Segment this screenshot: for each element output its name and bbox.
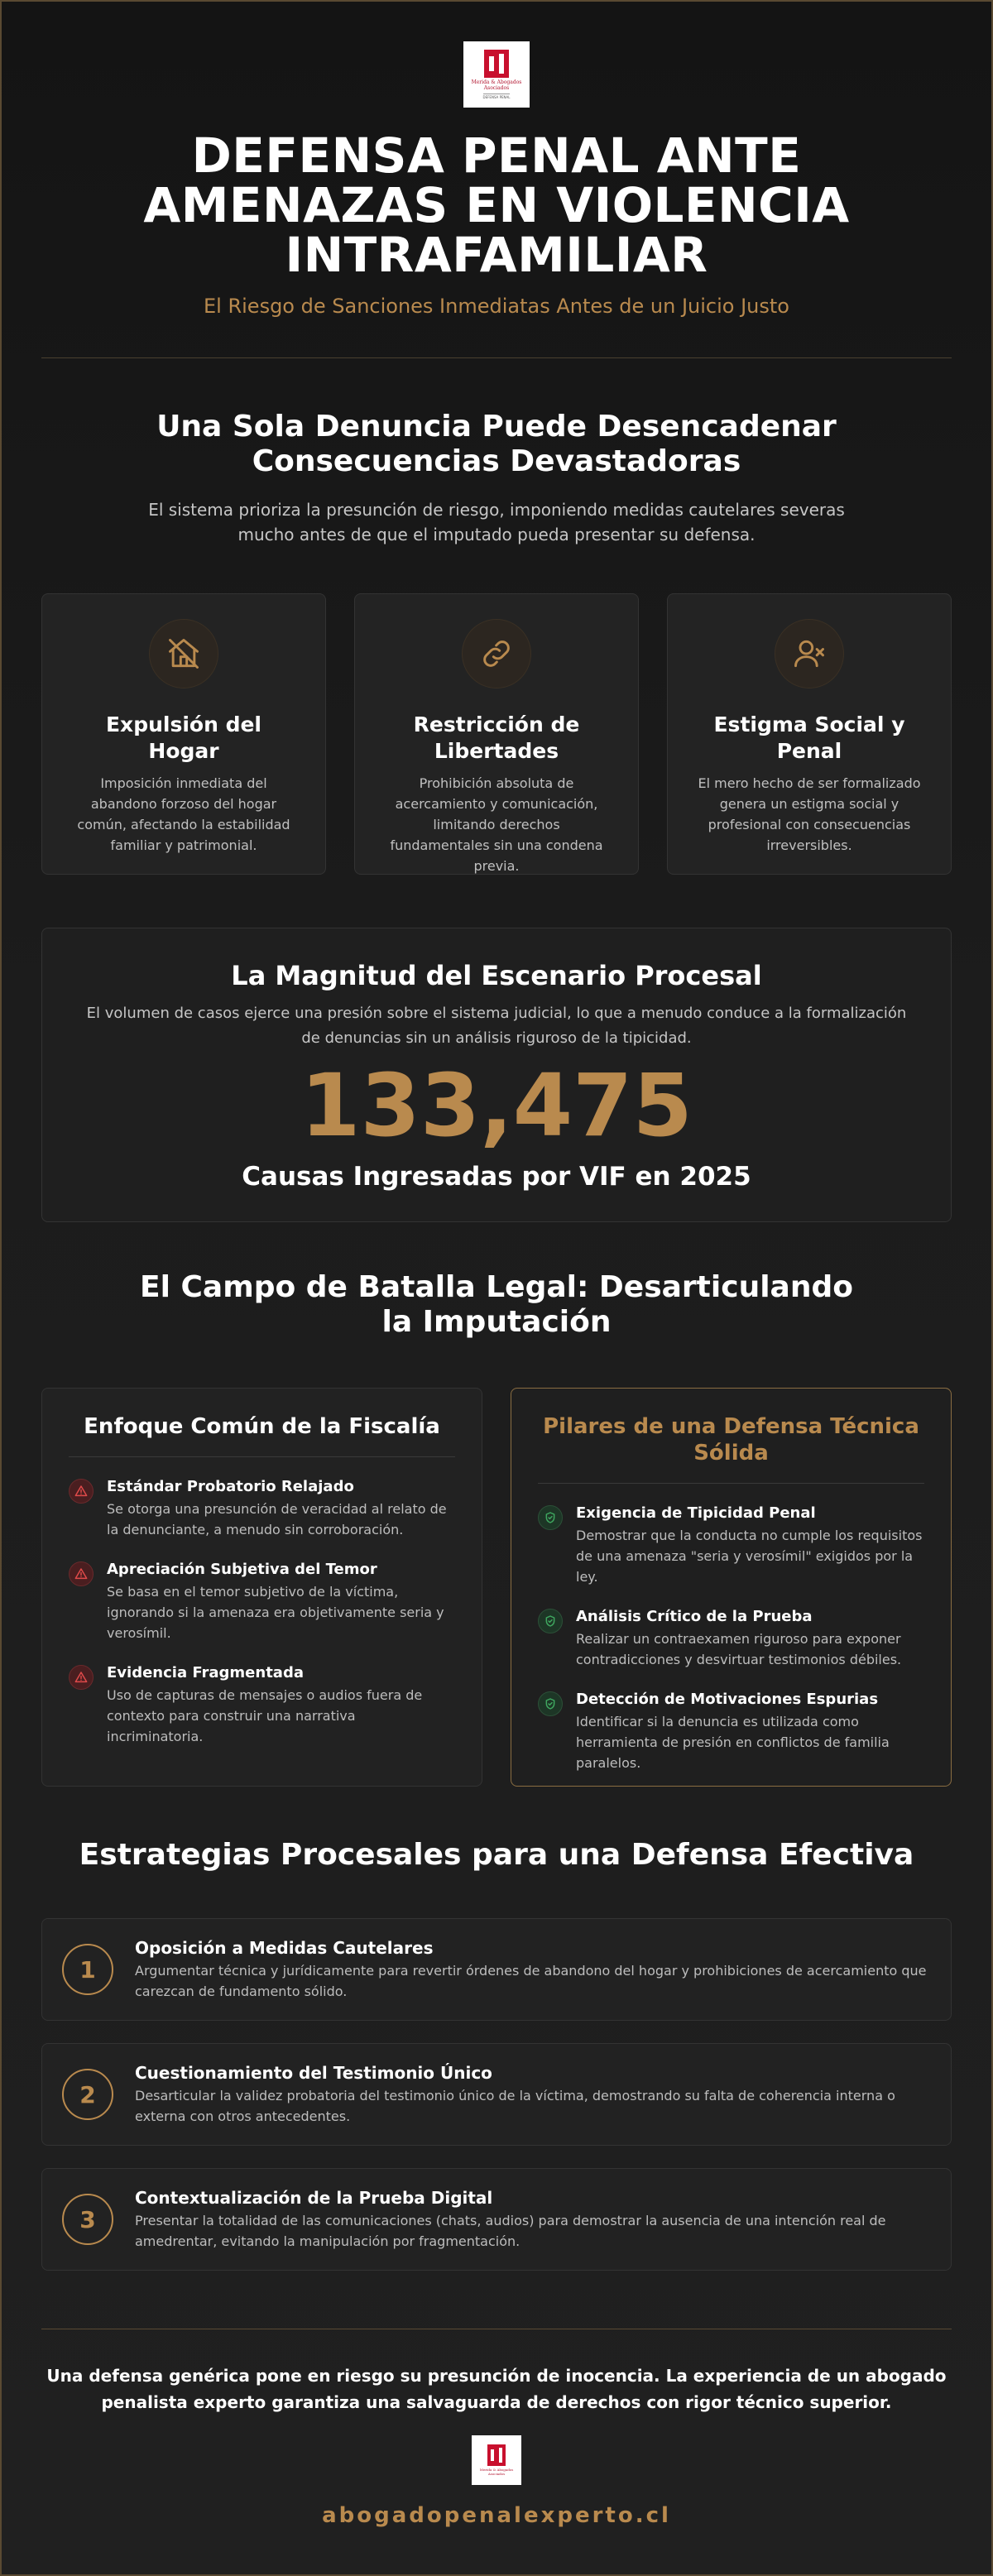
card-social-stigma [667, 593, 952, 875]
comparison-columns [41, 1388, 952, 1787]
prosecution-item [69, 1560, 455, 1643]
defense-column [511, 1388, 952, 1787]
strategy-title: Contextualización de la Prueba Digital [135, 2188, 493, 2208]
logo-mark-icon [484, 50, 509, 78]
prosecution-column [41, 1388, 482, 1787]
item-text: Demostrar que la conducta no cumple los requisitos de una amenaza "seria y verosímil" exigidos por la ley. [576, 1528, 923, 1585]
link-icon [462, 619, 531, 688]
footer-logo: Merida & Abogados Asociados [472, 2435, 521, 2485]
stat-title: La Magnitud del Escenario Procesal [231, 960, 762, 991]
card-home-expulsion [41, 593, 326, 875]
step-number: 3 [62, 2194, 113, 2245]
stat-description: El volumen de casos ejerce una presión sobre el sistema judicial, lo que a menudo conduce a la formalización de denuncias sin un análisis riguroso de la tipicidad. [86, 1005, 907, 1047]
prosecution-item [69, 1663, 455, 1747]
strategies-title: Estrategias Procesales para una Defensa Efectiva [79, 1838, 914, 1872]
card-title: Expulsión del Hogar [105, 712, 261, 763]
page-title: DEFENSA PENAL ANTE AMENAZAS EN VIOLENCIA INTRAFAMILIAR [143, 127, 850, 283]
prosecution-title: Enfoque Común de la Fiscalía [69, 1413, 455, 1457]
strategies-list [41, 1918, 952, 2271]
strategy-item [41, 2043, 952, 2146]
defense-item [538, 1690, 924, 1773]
consequences-title: Una Sola Denuncia Puede Desencadenar Consecuencias Devastadoras [156, 410, 837, 478]
battle-title: El Campo de Batalla Legal: Desarticulando la Imputación [140, 1270, 853, 1339]
item-text: Se otorga una presunción de veracidad al relato de la denunciante, a menudo sin corroboración. [107, 1501, 447, 1537]
step-number: 2 [62, 2069, 113, 2120]
consequences-description: El sistema prioriza la presunción de riesgo, imponiendo medidas cautelares severas mucho antes de que el imputado pueda presentar su defensa. [148, 500, 845, 544]
logo-mark-icon [487, 2444, 506, 2466]
house-off-icon [149, 619, 218, 688]
item-text: Uso de capturas de mensajes o audios fuera de contexto para construir una narrativa incriminatoria. [107, 1687, 423, 1744]
consequence-cards [41, 593, 952, 875]
shield-check-icon [538, 1609, 563, 1633]
case-volume-panel [41, 928, 952, 1222]
card-text: El mero hecho de ser formalizado genera un estigma social y profesional con consecuencias irreversibles. [698, 775, 921, 853]
shield-check-icon [538, 1691, 563, 1716]
card-title: Restricción de Libertades [413, 712, 580, 763]
strategy-text: Presentar la totalidad de las comunicaciones (chats, audios) para demostrar la ausencia de una intención real de amedrentar, evitando la manipulación por fragmentación. [135, 2213, 886, 2249]
prosecution-item [69, 1477, 455, 1540]
defense-item [538, 1607, 924, 1670]
firm-logo: Merida & Abogados Asociados DEFENSA PENAL [463, 41, 530, 108]
step-number: 1 [62, 1944, 113, 1995]
stat-caption: Causas Ingresadas por VIF en 2025 [242, 1162, 751, 1192]
item-title: Apreciación Subjetiva del Temor [107, 1561, 377, 1578]
defense-title: Pilares de una Defensa Técnica Sólida [538, 1413, 924, 1484]
warning-icon [69, 1665, 94, 1690]
item-title: Exigencia de Tipicidad Penal [576, 1504, 816, 1522]
page-subtitle: El Riesgo de Sanciones Inmediatas Antes de un Juicio Justo [204, 295, 789, 318]
card-text: Imposición inmediata del abandono forzoso del hogar común, afectando la estabilidad familiar y patrimonial. [77, 775, 290, 853]
strategy-title: Oposición a Medidas Cautelares [135, 1938, 434, 1958]
item-title: Evidencia Fragmentada [107, 1664, 304, 1681]
shield-check-icon [538, 1505, 563, 1530]
strategy-text: Argumentar técnica y jurídicamente para revertir órdenes de abandono del hogar y prohibiciones de acercamiento que carezcan de fundamento sólido. [135, 1963, 927, 1999]
strategy-title: Cuestionamiento del Testimonio Único [135, 2063, 492, 2083]
item-text: Identificar si la denuncia es utilizada como herramienta de presión en conflictos de familia paralelos. [576, 1714, 890, 1771]
warning-icon [69, 1479, 94, 1504]
strategy-item [41, 1918, 952, 2021]
card-text: Prohibición absoluta de acercamiento y comunicación, limitando derechos fundamentales sin una condena previa. [390, 775, 603, 874]
strategy-text: Desarticular la validez probatoria del testimonio único de la víctima, demostrando su falta de coherencia interna o externa con otros antecedentes. [135, 2088, 895, 2124]
strategy-item [41, 2168, 952, 2271]
closing-statement: Una defensa genérica pone en riesgo su presunción de inocencia. La experiencia de un abogado penalista experto garantiza una salvaguarda de derechos con rigor técnico superior. [46, 2366, 947, 2412]
card-freedom-restriction [354, 593, 639, 875]
item-text: Realizar un contraexamen riguroso para exponer contradicciones y desvirtuar testimonios débiles. [576, 1631, 902, 1667]
item-text: Se basa en el temor subjetivo de la víctima, ignorando si la amenaza era objetivamente seria y verosímil. [107, 1584, 444, 1641]
item-title: Detección de Motivaciones Espurias [576, 1691, 879, 1708]
defense-item [538, 1504, 924, 1587]
warning-icon [69, 1561, 94, 1586]
website-link[interactable]: abogadopenalexperto.cl [322, 2503, 671, 2528]
stat-number: 133,475 [300, 1055, 693, 1156]
item-title: Estándar Probatorio Relajado [107, 1478, 354, 1495]
card-title: Estigma Social y Penal [713, 712, 905, 763]
user-x-icon [775, 619, 844, 688]
item-title: Análisis Crítico de la Prueba [576, 1608, 813, 1625]
